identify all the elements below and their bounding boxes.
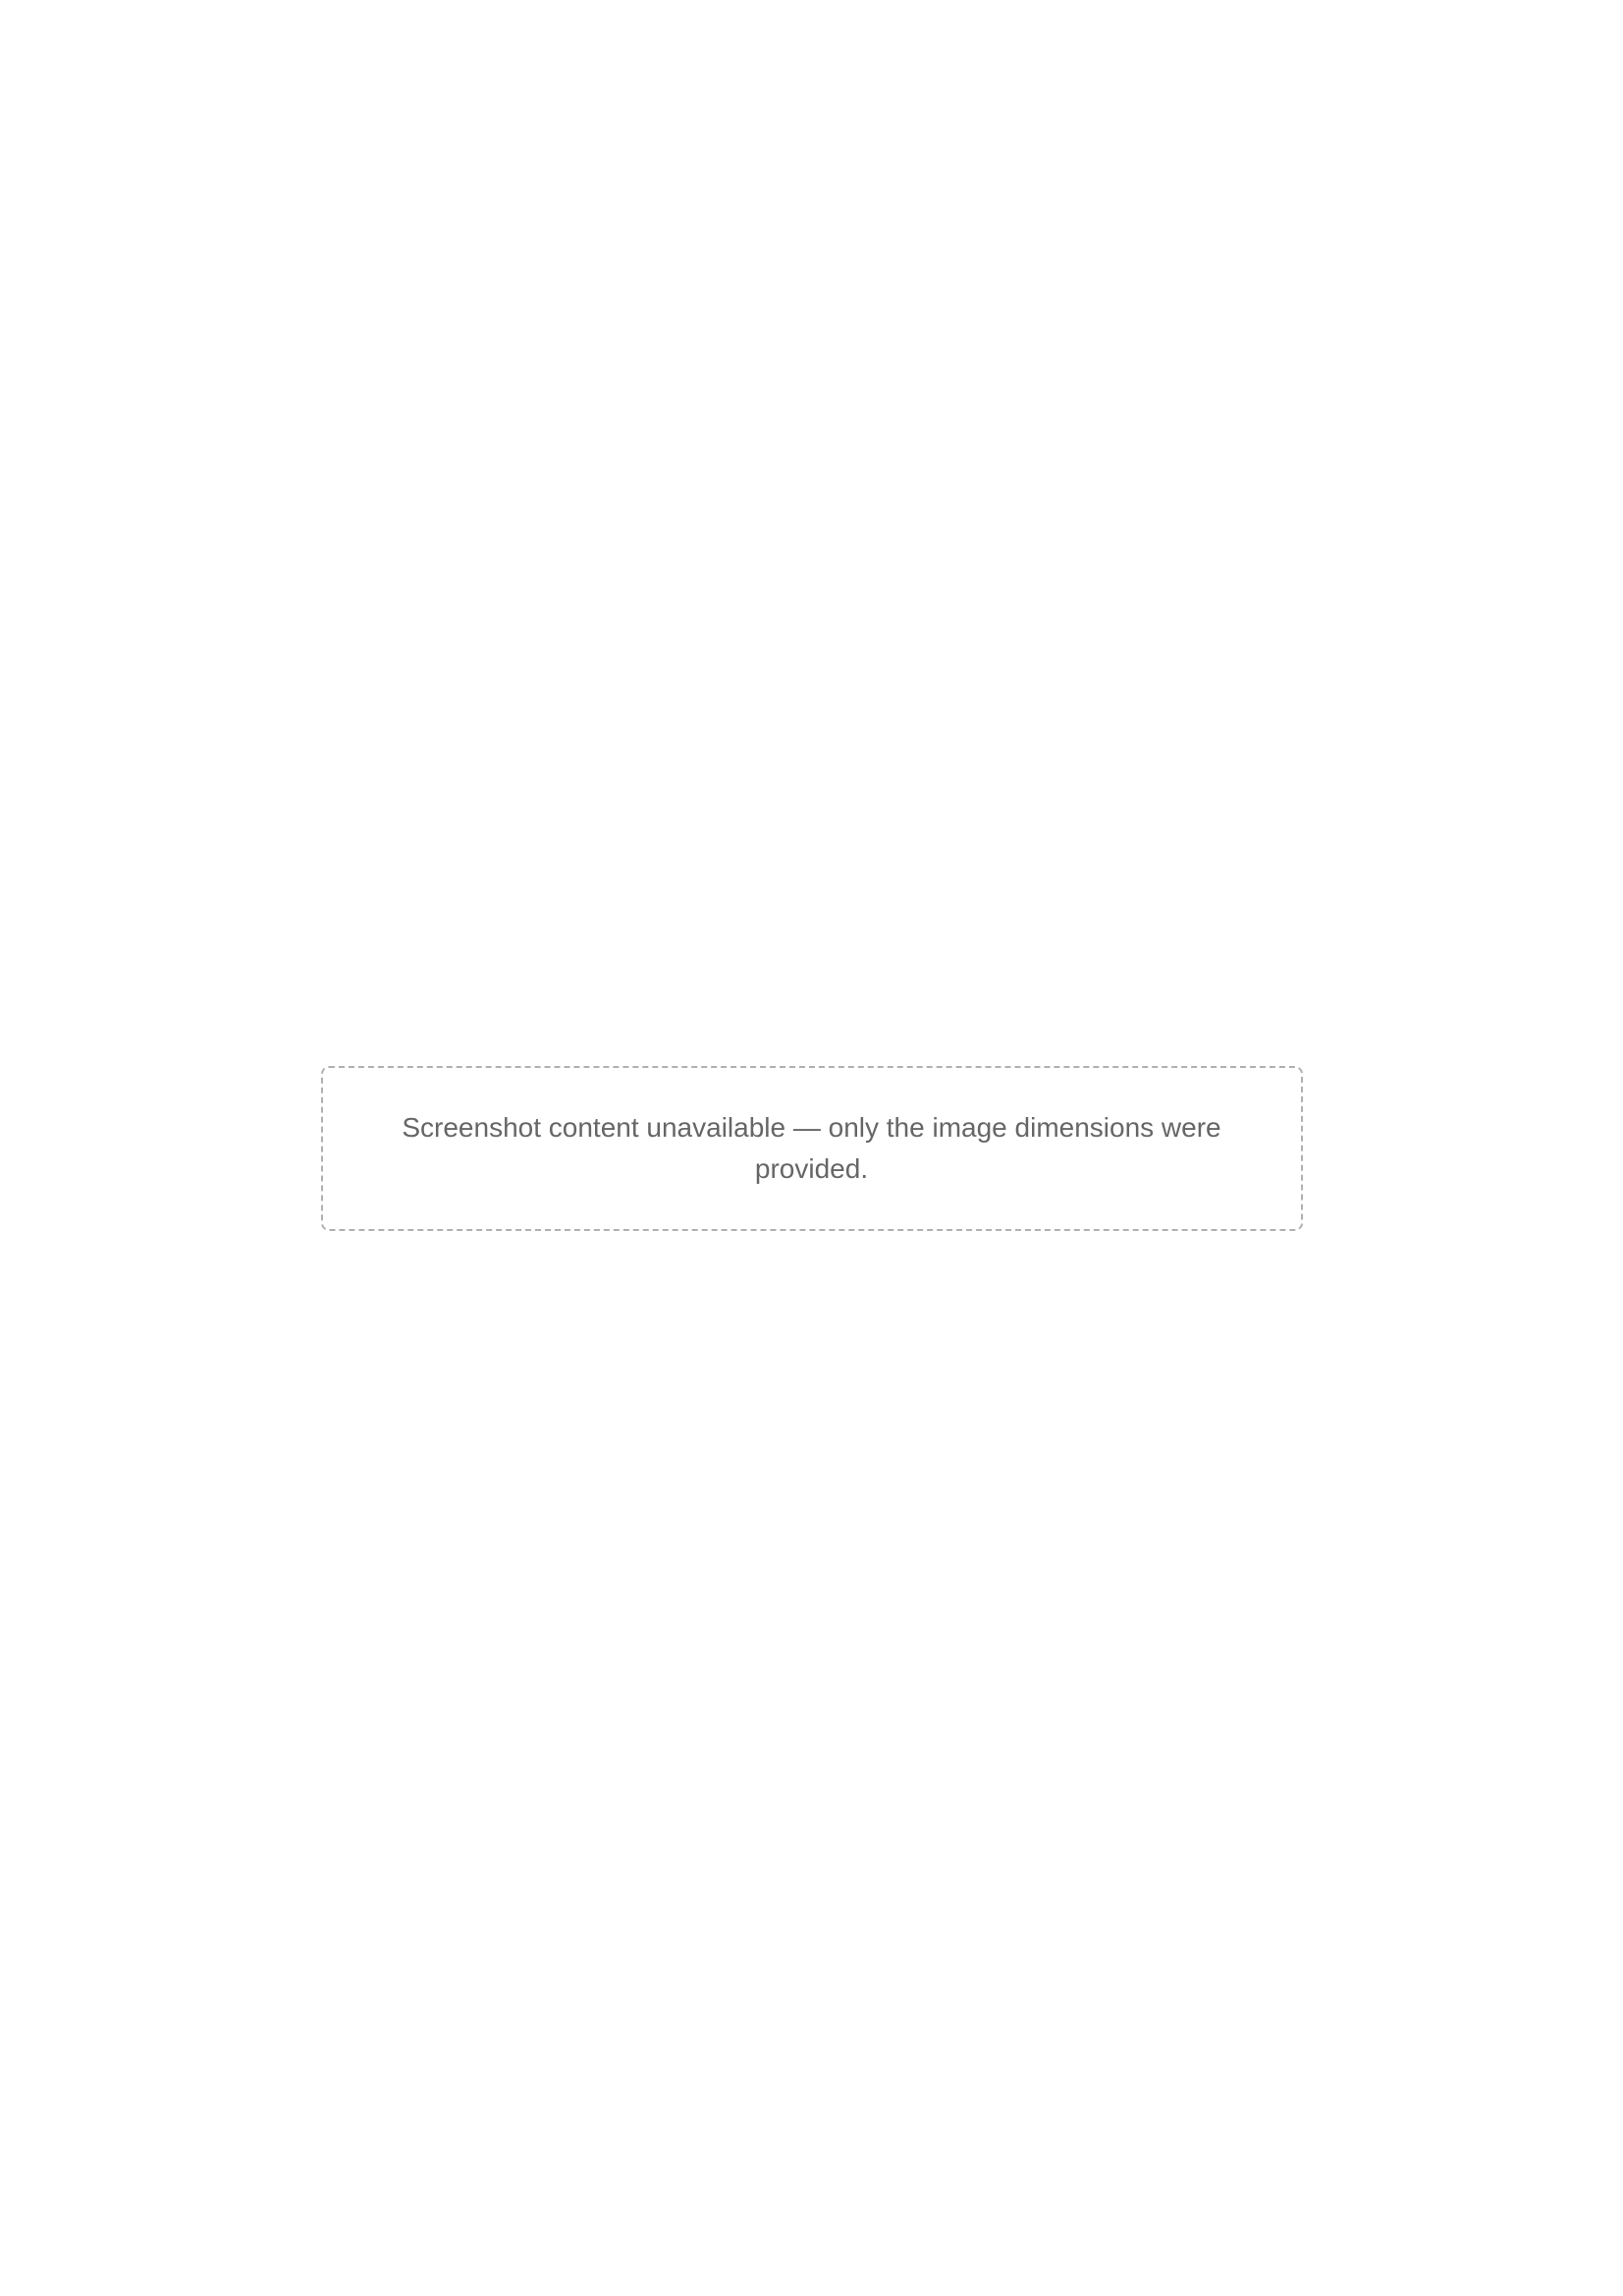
missing-screenshot-notice: Screenshot content unavailable — only the image dimensions were provided. bbox=[321, 1066, 1303, 1231]
